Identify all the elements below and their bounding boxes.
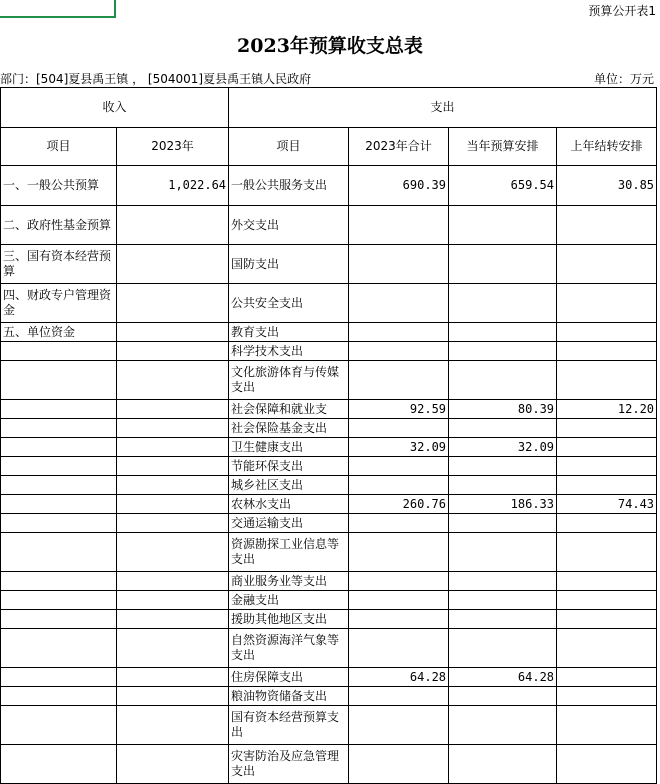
total-cell[interactable]: 690.39 <box>349 166 449 206</box>
total-cell[interactable] <box>349 687 449 706</box>
income-item-cell[interactable] <box>1 457 117 476</box>
table-row <box>1 323 657 342</box>
income-value-cell[interactable] <box>117 745 229 784</box>
table-row <box>1 514 657 533</box>
total-cell[interactable] <box>349 361 449 400</box>
income-item-cell[interactable]: 四、财政专户管理资金 <box>1 284 117 323</box>
total-header[interactable]: 2023年合计 <box>349 128 449 166</box>
current-cell[interactable] <box>449 514 557 533</box>
current-header[interactable]: 当年预算安排 <box>449 128 557 166</box>
total-cell[interactable] <box>349 457 449 476</box>
income-value-cell[interactable] <box>117 419 229 438</box>
carry-cell[interactable] <box>557 419 657 438</box>
current-cell[interactable] <box>449 284 557 323</box>
carry-cell[interactable] <box>557 245 657 284</box>
expense-item-cell[interactable]: 商业服务业等支出 <box>229 572 349 591</box>
income-item-cell[interactable] <box>1 591 117 610</box>
income-value-cell[interactable]: 1,022.64 <box>117 166 229 206</box>
total-cell[interactable]: 32.09 <box>349 438 449 457</box>
expense-item-cell[interactable]: 粮油物资储备支出 <box>229 687 349 706</box>
current-cell[interactable] <box>449 323 557 342</box>
total-cell[interactable] <box>349 342 449 361</box>
expense-item-cell[interactable]: 金融支出 <box>229 591 349 610</box>
total-cell[interactable] <box>349 284 449 323</box>
income-item-cell[interactable]: 三、国有资本经营预算 <box>1 245 117 284</box>
expense-item-cell[interactable]: 援助其他地区支出 <box>229 610 349 629</box>
current-cell[interactable]: 32.09 <box>449 438 557 457</box>
table-row <box>1 400 657 419</box>
header-row-top <box>1 88 657 128</box>
current-cell[interactable] <box>449 245 557 284</box>
expense-item-header[interactable]: 项目 <box>229 128 349 166</box>
carry-cell[interactable]: 30.85 <box>557 166 657 206</box>
income-header[interactable]: 收入 <box>1 88 229 128</box>
page-title: 2023年预算收支总表 <box>237 35 423 57</box>
table-row <box>1 476 657 495</box>
expense-item-cell[interactable]: 文化旅游体育与传媒支出 <box>229 361 349 400</box>
income-item-cell[interactable] <box>1 419 117 438</box>
income-value-cell[interactable] <box>117 400 229 419</box>
budget-table <box>0 87 657 784</box>
current-cell[interactable] <box>449 206 557 245</box>
carry-cell[interactable] <box>557 687 657 706</box>
sheet-label: 预算公开表1 <box>588 4 656 18</box>
total-cell[interactable] <box>349 591 449 610</box>
total-cell[interactable] <box>349 745 449 784</box>
expense-item-cell[interactable]: 教育支出 <box>229 323 349 342</box>
current-cell[interactable] <box>449 629 557 668</box>
income-value-cell[interactable] <box>117 629 229 668</box>
income-value-cell[interactable] <box>117 591 229 610</box>
carry-cell[interactable] <box>557 476 657 495</box>
table-row <box>1 342 657 361</box>
income-item-cell[interactable]: 一、一般公共预算 <box>1 166 117 206</box>
current-cell[interactable] <box>449 591 557 610</box>
income-value-cell[interactable] <box>117 476 229 495</box>
current-cell[interactable] <box>449 342 557 361</box>
table-row <box>1 629 657 668</box>
income-item-cell[interactable] <box>1 745 117 784</box>
carry-cell[interactable] <box>557 629 657 668</box>
total-cell[interactable]: 260.76 <box>349 495 449 514</box>
income-item-cell[interactable] <box>1 400 117 419</box>
income-item-cell[interactable]: 二、政府性基金预算 <box>1 206 117 245</box>
table-row <box>1 284 657 323</box>
carry-header[interactable]: 上年结转安排 <box>557 128 657 166</box>
total-cell[interactable] <box>349 323 449 342</box>
expense-item-cell[interactable]: 自然资源海洋气象等支出 <box>229 629 349 668</box>
income-item-cell[interactable] <box>1 687 117 706</box>
income-value-cell[interactable] <box>117 245 229 284</box>
unit-label: 单位：万元 <box>593 72 654 86</box>
income-value-cell[interactable] <box>117 438 229 457</box>
total-cell[interactable] <box>349 514 449 533</box>
header-row-columns <box>1 128 657 166</box>
current-cell[interactable] <box>449 706 557 745</box>
income-value-cell[interactable] <box>117 687 229 706</box>
carry-cell[interactable] <box>557 706 657 745</box>
total-cell[interactable] <box>349 629 449 668</box>
expense-item-cell[interactable]: 社会保险基金支出 <box>229 419 349 438</box>
income-item-cell[interactable] <box>1 629 117 668</box>
expense-item-cell[interactable]: 交通运输支出 <box>229 514 349 533</box>
table-row <box>1 687 657 706</box>
total-cell[interactable] <box>349 245 449 284</box>
table-row <box>1 166 657 206</box>
current-cell[interactable]: 64.28 <box>449 668 557 687</box>
table-row <box>1 610 657 629</box>
table-row <box>1 745 657 784</box>
income-value-cell[interactable] <box>117 668 229 687</box>
expense-item-cell[interactable]: 节能环保支出 <box>229 457 349 476</box>
income-value-cell[interactable] <box>117 323 229 342</box>
current-cell[interactable] <box>449 419 557 438</box>
income-value-cell[interactable] <box>117 533 229 572</box>
total-cell[interactable] <box>349 533 449 572</box>
table-row <box>1 245 657 284</box>
table-row <box>1 419 657 438</box>
income-item-cell[interactable] <box>1 610 117 629</box>
expense-item-cell[interactable]: 社会保障和就业支 <box>229 400 349 419</box>
income-year-header[interactable]: 2023年 <box>117 128 229 166</box>
expense-item-cell[interactable]: 资源勘探工业信息等支出 <box>229 533 349 572</box>
total-cell[interactable]: 64.28 <box>349 668 449 687</box>
current-cell[interactable] <box>449 457 557 476</box>
income-value-cell[interactable] <box>117 706 229 745</box>
total-cell[interactable] <box>349 476 449 495</box>
income-item-cell[interactable]: 五、单位资金 <box>1 323 117 342</box>
expense-item-cell[interactable]: 外交支出 <box>229 206 349 245</box>
total-cell[interactable] <box>349 706 449 745</box>
carry-cell[interactable] <box>557 361 657 400</box>
expense-item-cell[interactable]: 住房保障支出 <box>229 668 349 687</box>
expense-item-cell[interactable]: 科学技术支出 <box>229 342 349 361</box>
table-row <box>1 572 657 591</box>
selected-cell-outline[interactable] <box>0 0 116 18</box>
current-cell[interactable] <box>449 476 557 495</box>
income-item-cell[interactable] <box>1 668 117 687</box>
income-item-cell[interactable] <box>1 342 117 361</box>
income-value-cell[interactable] <box>117 361 229 400</box>
income-item-header[interactable]: 项目 <box>1 128 117 166</box>
carry-cell[interactable] <box>557 668 657 687</box>
total-cell[interactable] <box>349 206 449 245</box>
carry-cell[interactable]: 74.43 <box>557 495 657 514</box>
carry-cell[interactable] <box>557 323 657 342</box>
carry-cell[interactable] <box>557 745 657 784</box>
expense-item-cell[interactable]: 国防支出 <box>229 245 349 284</box>
expense-item-cell[interactable]: 一般公共服务支出 <box>229 166 349 206</box>
expense-item-cell[interactable]: 农林水支出 <box>229 495 349 514</box>
table-row <box>1 206 657 245</box>
carry-cell[interactable] <box>557 591 657 610</box>
carry-cell[interactable]: 12.20 <box>557 400 657 419</box>
expense-header[interactable]: 支出 <box>229 88 657 128</box>
income-value-cell[interactable] <box>117 572 229 591</box>
total-cell[interactable] <box>349 572 449 591</box>
current-cell[interactable]: 80.39 <box>449 400 557 419</box>
income-value-cell[interactable] <box>117 610 229 629</box>
income-value-cell[interactable] <box>117 514 229 533</box>
income-item-cell[interactable] <box>1 533 117 572</box>
carry-cell[interactable] <box>557 438 657 457</box>
income-item-cell[interactable] <box>1 514 117 533</box>
table-row <box>1 438 657 457</box>
expense-item-cell[interactable]: 国有资本经营预算支出 <box>229 706 349 745</box>
current-cell[interactable] <box>449 687 557 706</box>
expense-item-cell[interactable]: 卫生健康支出 <box>229 438 349 457</box>
table-row <box>1 361 657 400</box>
current-cell[interactable]: 186.33 <box>449 495 557 514</box>
table-row <box>1 533 657 572</box>
current-cell[interactable] <box>449 533 557 572</box>
income-item-cell[interactable] <box>1 572 117 591</box>
carry-cell[interactable] <box>557 514 657 533</box>
table-row <box>1 668 657 687</box>
total-cell[interactable] <box>349 419 449 438</box>
income-item-cell[interactable] <box>1 495 117 514</box>
income-value-cell[interactable] <box>117 495 229 514</box>
current-cell[interactable] <box>449 745 557 784</box>
income-value-cell[interactable] <box>117 457 229 476</box>
income-value-cell[interactable] <box>117 206 229 245</box>
expense-item-cell[interactable]: 灾害防治及应急管理支出 <box>229 745 349 784</box>
table-row <box>1 495 657 514</box>
table-row <box>1 591 657 610</box>
carry-cell[interactable] <box>557 342 657 361</box>
carry-cell[interactable] <box>557 284 657 323</box>
total-cell[interactable] <box>349 610 449 629</box>
income-item-cell[interactable] <box>1 706 117 745</box>
expense-item-cell[interactable]: 城乡社区支出 <box>229 476 349 495</box>
income-item-cell[interactable] <box>1 438 117 457</box>
carry-cell[interactable] <box>557 206 657 245</box>
income-value-cell[interactable] <box>117 284 229 323</box>
income-item-cell[interactable] <box>1 476 117 495</box>
table-row <box>1 457 657 476</box>
current-cell[interactable] <box>449 572 557 591</box>
current-cell[interactable] <box>449 610 557 629</box>
carry-cell[interactable] <box>557 572 657 591</box>
total-cell[interactable]: 92.59 <box>349 400 449 419</box>
carry-cell[interactable] <box>557 610 657 629</box>
current-cell[interactable] <box>449 361 557 400</box>
carry-cell[interactable] <box>557 533 657 572</box>
income-value-cell[interactable] <box>117 342 229 361</box>
carry-cell[interactable] <box>557 457 657 476</box>
income-item-cell[interactable] <box>1 361 117 400</box>
table-row <box>1 706 657 745</box>
expense-item-cell[interactable]: 公共安全支出 <box>229 284 349 323</box>
current-cell[interactable]: 659.54 <box>449 166 557 206</box>
department-info: 部门：[504]夏县禹王镇 ， [504001]夏县禹王镇人民政府 <box>0 72 312 86</box>
